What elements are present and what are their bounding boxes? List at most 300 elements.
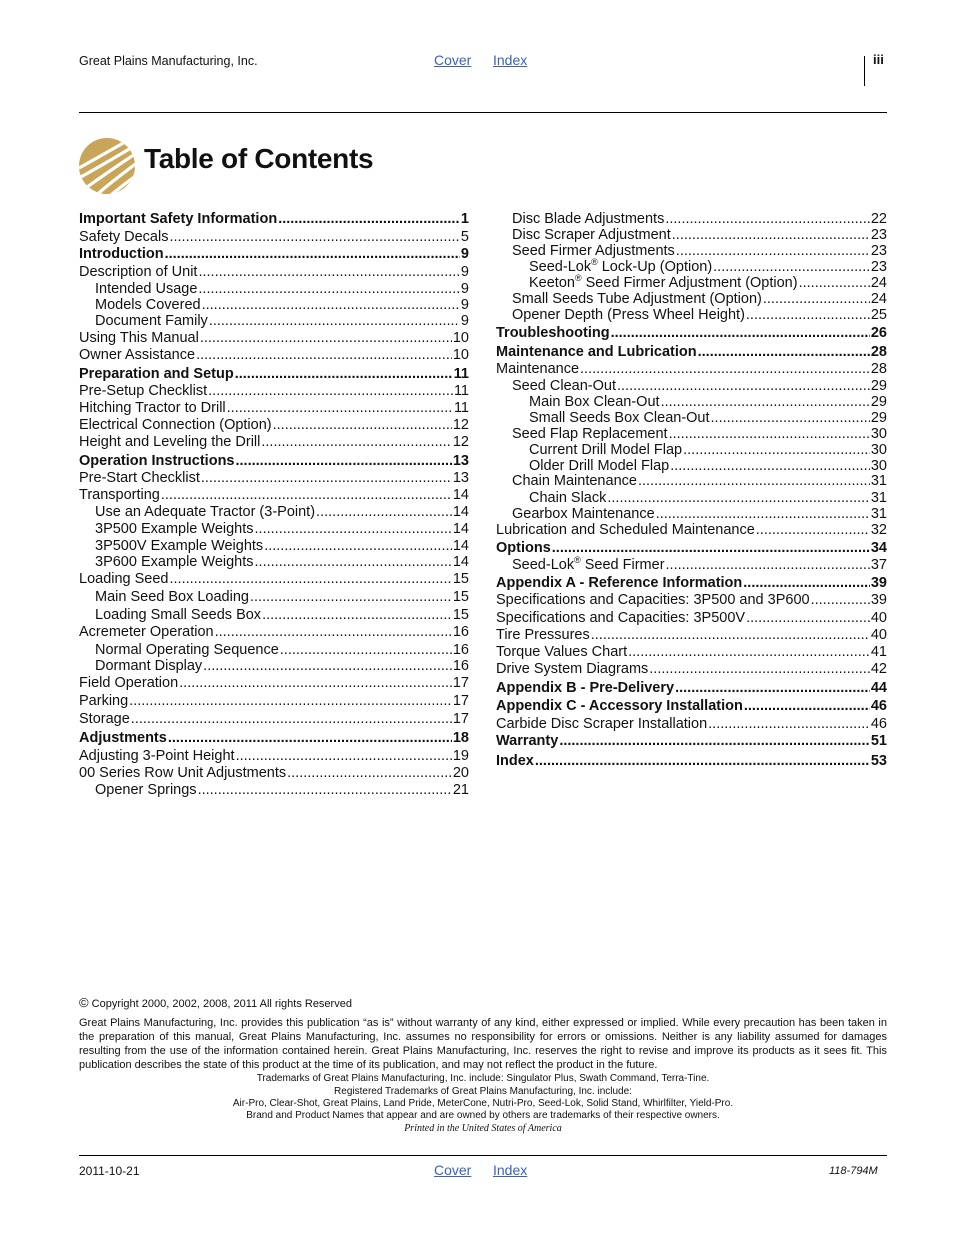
toc-dot-leader bbox=[675, 680, 870, 696]
toc-entry-title-text: Dormant Display bbox=[95, 658, 203, 674]
toc-entry[interactable] bbox=[496, 680, 887, 696]
toc-entry-title bbox=[512, 557, 665, 573]
toc-entry-title-text: 00 Series Row Unit Adjustments bbox=[79, 765, 287, 781]
toc-dot-leader bbox=[744, 698, 870, 714]
toc-entry-title-text: Loading Small Seeds Box bbox=[95, 607, 262, 623]
toc-entry-title bbox=[529, 442, 682, 458]
toc-entry[interactable] bbox=[79, 693, 469, 709]
header-cover-link[interactable]: Cover bbox=[434, 52, 472, 68]
toc-entry[interactable] bbox=[79, 504, 469, 520]
toc-entry[interactable] bbox=[79, 400, 469, 416]
toc-entry-title-text: Main Seed Box Loading bbox=[95, 589, 249, 605]
toc-entry[interactable] bbox=[496, 344, 887, 360]
toc-entry[interactable] bbox=[496, 575, 887, 591]
toc-entry-title bbox=[79, 693, 128, 709]
toc-entry-page: 17 bbox=[452, 675, 469, 691]
toc-entry-title bbox=[529, 490, 606, 506]
toc-entry[interactable] bbox=[496, 410, 887, 426]
toc-entry-title bbox=[95, 281, 197, 297]
toc-entry-page: 9 bbox=[460, 297, 469, 313]
toc-entry-title-text: Lock-Up (Option) bbox=[597, 259, 713, 275]
toc-entry-page: 41 bbox=[870, 644, 887, 660]
toc-dot-leader bbox=[168, 730, 452, 746]
toc-entry-page: 37 bbox=[870, 557, 887, 573]
toc-entry[interactable] bbox=[79, 453, 469, 469]
toc-entry-title bbox=[79, 366, 234, 382]
toc-entry-page: 12 bbox=[452, 434, 469, 450]
header-divider bbox=[864, 56, 865, 86]
toc-entry[interactable] bbox=[496, 227, 887, 243]
copyright-text: Copyright 2000, 2002, 2008, 2011 All rights Reserved bbox=[88, 998, 352, 1010]
toc-entry-title-text: 3P500 Example Weights bbox=[95, 521, 254, 537]
toc-entry[interactable] bbox=[79, 730, 469, 746]
toc-entry-title bbox=[496, 753, 534, 769]
toc-entry[interactable] bbox=[79, 554, 469, 570]
toc-dot-leader bbox=[811, 592, 870, 608]
toc-entry-title bbox=[95, 297, 201, 313]
toc-entry-title-text: Intended Usage bbox=[95, 281, 198, 297]
toc-dot-leader bbox=[746, 610, 870, 626]
toc-dot-leader bbox=[250, 589, 452, 605]
toc-entry-title bbox=[496, 610, 745, 626]
toc-entry-page: 23 bbox=[870, 227, 887, 243]
toc-entry-title-text: Operation Instructions bbox=[79, 453, 235, 469]
toc-entry-title bbox=[529, 259, 712, 275]
toc-entry-title-text: Torque Values Chart bbox=[496, 644, 628, 660]
toc-entry[interactable] bbox=[79, 313, 469, 329]
toc-entry-title-text: Specifications and Capacities: 3P500 and 3P600 bbox=[496, 592, 810, 608]
toc-entry-page: 5 bbox=[460, 229, 469, 245]
toc-entry-title-text: Lubrication and Scheduled Maintenance bbox=[496, 522, 755, 538]
toc-entry-title bbox=[512, 227, 671, 243]
toc-entry[interactable] bbox=[496, 307, 887, 323]
toc-entry-title-text: Safety Decals bbox=[79, 229, 169, 245]
toc-entry-page: 46 bbox=[870, 716, 887, 732]
toc-entry-title-text: Older Drill Model Flap bbox=[529, 458, 670, 474]
toc-entry-title-text: Adjusting 3-Point Height bbox=[79, 748, 235, 764]
toc-entry[interactable] bbox=[496, 259, 887, 275]
toc-entry-title bbox=[512, 378, 616, 394]
page-number: iii bbox=[873, 52, 884, 67]
toc-entry-title-text: Normal Operating Sequence bbox=[95, 642, 279, 658]
toc-entry[interactable] bbox=[496, 361, 887, 377]
toc-entry[interactable] bbox=[496, 592, 887, 608]
footer-date: 2011-10-21 bbox=[79, 1164, 140, 1178]
toc-entry-page: 28 bbox=[870, 344, 887, 360]
toc-entry-page: 12 bbox=[452, 417, 469, 433]
toc-entry[interactable] bbox=[496, 426, 887, 442]
toc-dot-leader bbox=[617, 378, 870, 394]
toc-entry-title-text: Parking bbox=[79, 693, 129, 709]
toc-entry-title bbox=[512, 426, 668, 442]
toc-dot-leader bbox=[708, 716, 870, 732]
copyright-line bbox=[79, 995, 352, 1010]
toc-entry-title bbox=[529, 410, 710, 426]
toc-entry-title-text: Introduction bbox=[79, 246, 164, 262]
toc-entry[interactable] bbox=[496, 644, 887, 660]
toc-dot-leader bbox=[676, 243, 870, 259]
toc-entry[interactable] bbox=[496, 490, 887, 506]
toc-entry-page: 25 bbox=[870, 307, 887, 323]
toc-entry[interactable] bbox=[496, 522, 887, 538]
toc-entry-title bbox=[95, 607, 261, 623]
toc-entry-title-text: Tire Pressures bbox=[496, 627, 590, 643]
toc-dot-leader bbox=[255, 554, 452, 570]
toc-entry-page: 15 bbox=[452, 571, 469, 587]
toc-entry-title bbox=[79, 347, 195, 363]
toc-dot-leader bbox=[165, 246, 460, 262]
toc-dot-leader bbox=[628, 644, 870, 660]
toc-entry[interactable] bbox=[79, 229, 469, 245]
toc-entry-title bbox=[512, 291, 762, 307]
toc-entry-page: 14 bbox=[452, 554, 469, 570]
toc-entry[interactable] bbox=[496, 540, 887, 556]
registered-mark: ® bbox=[574, 555, 581, 565]
toc-entry-page: 11 bbox=[453, 366, 469, 382]
toc-entry[interactable] bbox=[79, 521, 469, 537]
toc-entry-title-text: Maintenance bbox=[496, 361, 580, 377]
toc-dot-leader bbox=[235, 366, 453, 382]
toc-entry-page: 10 bbox=[452, 330, 469, 346]
toc-entry-title-text: Loading Seed bbox=[79, 571, 169, 587]
toc-entry-title bbox=[95, 504, 315, 520]
toc-entry[interactable] bbox=[496, 661, 887, 677]
toc-entry-title-text: Description of Unit bbox=[79, 264, 198, 280]
toc-entry[interactable] bbox=[496, 243, 887, 259]
toc-dot-leader bbox=[198, 264, 459, 280]
toc-entry-page: 34 bbox=[870, 540, 887, 556]
toc-entry[interactable] bbox=[79, 765, 469, 781]
toc-entry[interactable] bbox=[79, 624, 469, 640]
toc-entry-page: 14 bbox=[452, 487, 469, 503]
toc-dot-leader bbox=[236, 453, 452, 469]
toc-entry-title-text: Carbide Disc Scraper Installation bbox=[496, 716, 708, 732]
toc-entry-page: 20 bbox=[452, 765, 469, 781]
toc-entry-title-text: Electrical Connection (Option) bbox=[79, 417, 272, 433]
toc-entry-title bbox=[496, 522, 755, 538]
toc-entry[interactable] bbox=[496, 378, 887, 394]
toc-entry[interactable] bbox=[79, 470, 469, 486]
toc-entry[interactable] bbox=[79, 487, 469, 503]
toc-entry-title-text: Specifications and Capacities: 3P500V bbox=[496, 610, 746, 626]
toc-entry-page: 39 bbox=[870, 592, 887, 608]
toc-dot-leader bbox=[799, 275, 870, 291]
toc-entry-title-text: Current Drill Model Flap bbox=[529, 442, 683, 458]
toc-entry-title-text: Using This Manual bbox=[79, 330, 199, 346]
toc-entry-title-text: Chain Maintenance bbox=[512, 473, 637, 489]
toc-entry-title-text: Pre-Setup Checklist bbox=[79, 383, 208, 399]
toc-entry[interactable] bbox=[496, 753, 887, 769]
toc-entry[interactable] bbox=[79, 607, 469, 623]
trademark-line: Registered Trademarks of Great Plains Manufacturing, Inc. include: bbox=[334, 1086, 632, 1097]
toc-entry[interactable] bbox=[496, 733, 887, 749]
toc-entry-title-text: Adjustments bbox=[79, 730, 167, 746]
toc-entry-title-text: Storage bbox=[79, 711, 130, 727]
toc-entry[interactable] bbox=[79, 366, 469, 382]
toc-entry-title-text: Main Box Clean-Out bbox=[529, 394, 660, 410]
toc-dot-leader bbox=[262, 607, 452, 623]
toc-dot-leader bbox=[169, 229, 459, 245]
toc-entry[interactable] bbox=[79, 782, 469, 798]
toc-dot-leader bbox=[656, 506, 870, 522]
toc-entry-title bbox=[79, 711, 130, 727]
toc-entry-title-text: Seed Firmer Adjustment (Option) bbox=[581, 275, 798, 291]
toc-entry-title bbox=[529, 394, 660, 410]
toc-dot-leader bbox=[215, 624, 452, 640]
toc-dot-leader bbox=[287, 765, 452, 781]
toc-dot-leader bbox=[201, 470, 452, 486]
toc-entry[interactable] bbox=[79, 675, 469, 691]
toc-entry-page: 1 bbox=[460, 211, 469, 227]
toc-entry-title-text: Drive System Diagrams bbox=[496, 661, 649, 677]
toc-entry-page: 39 bbox=[870, 575, 887, 591]
toc-entry-page: 15 bbox=[452, 589, 469, 605]
toc-dot-leader bbox=[683, 442, 870, 458]
toc-entry-title-text: Seed Clean-Out bbox=[512, 378, 616, 394]
toc-entry-page: 9 bbox=[460, 281, 469, 297]
toc-entry-page: 13 bbox=[452, 453, 469, 469]
toc-entry-page: 11 bbox=[453, 400, 469, 416]
toc-entry-title bbox=[79, 264, 197, 280]
toc-dot-leader bbox=[255, 521, 452, 537]
toc-entry-page: 24 bbox=[870, 291, 887, 307]
toc-entry-page: 14 bbox=[452, 504, 469, 520]
toc-dot-leader bbox=[236, 748, 452, 764]
toc-entry-title bbox=[79, 765, 286, 781]
toc-entry[interactable] bbox=[79, 383, 469, 399]
toc-dot-leader bbox=[649, 661, 870, 677]
toc-entry-title-text: Index bbox=[496, 753, 534, 769]
toc-entry[interactable] bbox=[79, 571, 469, 587]
toc-entry-title bbox=[95, 589, 249, 605]
toc-entry-page: 13 bbox=[452, 470, 469, 486]
toc-entry-title-text: Seed Firmer Adjustments bbox=[512, 243, 675, 259]
toc-dot-leader bbox=[198, 281, 460, 297]
toc-entry[interactable] bbox=[79, 264, 469, 280]
toc-entry-page: 16 bbox=[452, 658, 469, 674]
toc-entry-title bbox=[79, 748, 235, 764]
footer-index-link[interactable]: Index bbox=[493, 1162, 528, 1178]
toc-entry-title-text: Important Safety Information bbox=[79, 211, 278, 227]
toc-entry-title-text: Gearbox Maintenance bbox=[512, 506, 655, 522]
toc-dot-leader bbox=[661, 394, 870, 410]
page-title: Table of Contents bbox=[144, 143, 374, 174]
toc-entry-title bbox=[79, 624, 214, 640]
toc-entry-title bbox=[496, 680, 674, 696]
toc-entry-page: 14 bbox=[452, 538, 469, 554]
toc-entry[interactable] bbox=[496, 473, 887, 489]
disclaimer-paragraph: Great Plains Manufacturing, Inc. provides this publication “as is” without warranty of any kind, either expressed or implied. While every precaution has been taken in the preparation of this manual, Great Plains Manufacturing, Inc. assumes no responsibility for errors or omissions. Neither is any liability assumed for damages resulting from the use of the information contained herein. Great Plains Manufacturing, Inc. reserves the right to revise and improve its products as it sees fit. This publication describes the state of this product at the time of its publication, and may not reflect the product in the future. bbox=[79, 1017, 887, 1071]
toc-entry-title bbox=[496, 361, 579, 377]
toc-dot-leader bbox=[756, 522, 870, 538]
toc-entry-page: 51 bbox=[870, 733, 887, 749]
trademark-line: Air-Pro, Clear-Shot, Great Plains, Land Pride, MeterCone, Nutri-Pro, Seed-Lok, Solid Stand, Whirlfilter, Yield-Pro. bbox=[232, 1098, 734, 1109]
toc-entry[interactable] bbox=[496, 275, 887, 291]
toc-entry-title bbox=[496, 592, 810, 608]
toc-entry-title-text: Transporting bbox=[79, 487, 160, 503]
toc-entry-title bbox=[529, 458, 669, 474]
toc-entry[interactable] bbox=[496, 394, 887, 410]
toc-entry-title bbox=[496, 698, 743, 714]
toc-entry-page: 22 bbox=[870, 211, 887, 227]
toc-entry-title-text: Field Operation bbox=[79, 675, 179, 691]
toc-entry[interactable] bbox=[79, 434, 469, 450]
toc-dot-leader bbox=[591, 627, 870, 643]
toc-entry-title bbox=[95, 554, 254, 570]
toc-dot-leader bbox=[638, 473, 870, 489]
toc-entry[interactable] bbox=[79, 297, 469, 313]
toc-entry[interactable] bbox=[496, 506, 887, 522]
toc-entry-page: 23 bbox=[870, 259, 887, 275]
toc-entry[interactable] bbox=[79, 711, 469, 727]
toc-entry-page: 31 bbox=[870, 473, 887, 489]
toc-entry-title bbox=[496, 644, 627, 660]
toc-entry-page: 46 bbox=[870, 698, 887, 714]
toc-entry[interactable] bbox=[496, 291, 887, 307]
toc-dot-leader bbox=[672, 227, 870, 243]
toc-entry-title bbox=[79, 571, 169, 587]
toc-entry-page: 14 bbox=[452, 521, 469, 537]
toc-entry-page: 18 bbox=[452, 730, 469, 746]
toc-entry-page: 31 bbox=[870, 506, 887, 522]
trademark-line: Brand and Product Names that appear and are owned by others are trademarks of their respective owners. bbox=[246, 1110, 720, 1121]
toc-entry-page: 15 bbox=[452, 607, 469, 623]
toc-dot-leader bbox=[763, 291, 870, 307]
toc-entry-title-text: Height and Leveling the Drill bbox=[79, 434, 261, 450]
toc-entry[interactable] bbox=[496, 557, 887, 573]
toc-entry[interactable] bbox=[496, 698, 887, 714]
toc-entry-title-text: Seed Flap Replacement bbox=[512, 426, 668, 442]
toc-dot-leader bbox=[209, 313, 460, 329]
toc-entry[interactable] bbox=[79, 246, 469, 262]
toc-entry-title bbox=[496, 627, 590, 643]
toc-entry[interactable] bbox=[79, 417, 469, 433]
toc-entry-title bbox=[79, 470, 200, 486]
toc-entry[interactable] bbox=[79, 538, 469, 554]
toc-entry-page: 29 bbox=[870, 378, 887, 394]
toc-entry[interactable] bbox=[79, 589, 469, 605]
toc-entry-page: 10 bbox=[452, 347, 469, 363]
toc-dot-leader bbox=[316, 504, 452, 520]
toc-entry-page: 29 bbox=[870, 410, 887, 426]
toc-entry-title bbox=[79, 229, 168, 245]
toc-entry-title bbox=[79, 453, 235, 469]
toc-entry-page: 9 bbox=[460, 313, 469, 329]
trademark-line: Trademarks of Great Plains Manufacturing, Inc. include: Singulator Plus, Swath Command, Terra-Tine. bbox=[256, 1073, 710, 1084]
toc-entry-title bbox=[95, 782, 197, 798]
toc-entry[interactable] bbox=[79, 658, 469, 674]
toc-entry-title-text: Preparation and Setup bbox=[79, 366, 234, 382]
toc-dot-leader bbox=[278, 211, 460, 227]
toc-entry[interactable] bbox=[496, 458, 887, 474]
toc-entry-title-text: Appendix B - Pre-Delivery bbox=[496, 680, 675, 696]
toc-entry-title-text: Troubleshooting bbox=[496, 325, 610, 341]
toc-dot-leader bbox=[743, 575, 870, 591]
toc-entry-title-text: Small Seeds Tube Adjustment (Option) bbox=[512, 291, 762, 307]
toc-dot-leader bbox=[196, 347, 452, 363]
toc-entry-page: 53 bbox=[870, 753, 887, 769]
toc-dot-leader bbox=[280, 642, 452, 658]
toc-entry[interactable] bbox=[496, 716, 887, 732]
toc-entry-title bbox=[79, 246, 164, 262]
toc-dot-leader bbox=[611, 325, 870, 341]
toc-entry[interactable] bbox=[496, 325, 887, 341]
toc-entry-page: 29 bbox=[870, 394, 887, 410]
toc-dot-leader bbox=[264, 538, 452, 554]
toc-dot-leader bbox=[161, 487, 452, 503]
toc-dot-leader bbox=[746, 307, 870, 323]
toc-entry-title-text: Options bbox=[496, 540, 551, 556]
toc-entry-page: 30 bbox=[870, 426, 887, 442]
toc-dot-leader bbox=[580, 361, 870, 377]
toc-entry-page: 40 bbox=[870, 627, 887, 643]
toc-entry[interactable] bbox=[496, 211, 887, 227]
toc-entry-title bbox=[79, 400, 226, 416]
toc-entry-page: 31 bbox=[870, 490, 887, 506]
toc-entry-page: 17 bbox=[452, 711, 469, 727]
toc-entry-page: 44 bbox=[870, 680, 887, 696]
toc-entry-title bbox=[496, 575, 742, 591]
toc-entry-page: 9 bbox=[460, 246, 469, 262]
header-rule bbox=[79, 112, 887, 113]
toc-entry[interactable] bbox=[496, 610, 887, 626]
toc-entry-page: 30 bbox=[870, 458, 887, 474]
toc-entry[interactable] bbox=[79, 281, 469, 297]
toc-dot-leader bbox=[203, 658, 452, 674]
toc-dot-leader bbox=[261, 434, 452, 450]
toc-dot-leader bbox=[208, 383, 453, 399]
toc-dot-leader bbox=[198, 782, 452, 798]
toc-entry[interactable] bbox=[79, 347, 469, 363]
toc-entry[interactable] bbox=[79, 330, 469, 346]
toc-dot-leader bbox=[273, 417, 452, 433]
toc-entry-title-text: Document Family bbox=[95, 313, 208, 329]
toc-entry-title bbox=[496, 733, 558, 749]
toc-dot-leader bbox=[202, 297, 460, 313]
footer-cover-link[interactable]: Cover bbox=[434, 1162, 472, 1178]
toc-dot-leader bbox=[670, 458, 870, 474]
toc-entry-title bbox=[95, 521, 254, 537]
toc-entry[interactable] bbox=[79, 748, 469, 764]
toc-entry-title bbox=[496, 344, 697, 360]
toc-entry-title bbox=[95, 313, 208, 329]
toc-entry[interactable] bbox=[496, 627, 887, 643]
toc-entry-title bbox=[529, 275, 798, 291]
toc-entry-title-text: Seed Firmer bbox=[580, 557, 665, 573]
toc-entry-title bbox=[512, 473, 637, 489]
toc-dot-leader bbox=[170, 571, 452, 587]
header-index-link[interactable]: Index bbox=[493, 52, 528, 68]
toc-dot-leader bbox=[669, 426, 870, 442]
toc-entry-title-text: Warranty bbox=[496, 733, 559, 749]
toc-entry-title-text: Disc Scraper Adjustment bbox=[512, 227, 671, 243]
toc-entry[interactable] bbox=[496, 442, 887, 458]
toc-entry-title bbox=[95, 642, 279, 658]
header-company: Great Plains Manufacturing, Inc. bbox=[79, 54, 258, 68]
toc-entry[interactable] bbox=[79, 211, 469, 227]
toc-entry[interactable] bbox=[79, 642, 469, 658]
toc-entry-title-text: Hitching Tractor to Drill bbox=[79, 400, 226, 416]
toc-entry-title-text: Appendix A - Reference Information bbox=[496, 575, 743, 591]
copyright-symbol: © bbox=[79, 995, 89, 1010]
toc-entry-title bbox=[79, 330, 199, 346]
toc-entry-title bbox=[79, 730, 167, 746]
toc-entry-title bbox=[95, 658, 202, 674]
toc-entry-title bbox=[512, 211, 664, 227]
toc-entry-title bbox=[79, 675, 178, 691]
toc-entry-title-text: Chain Slack bbox=[529, 490, 607, 506]
toc-entry-page: 21 bbox=[452, 782, 469, 798]
